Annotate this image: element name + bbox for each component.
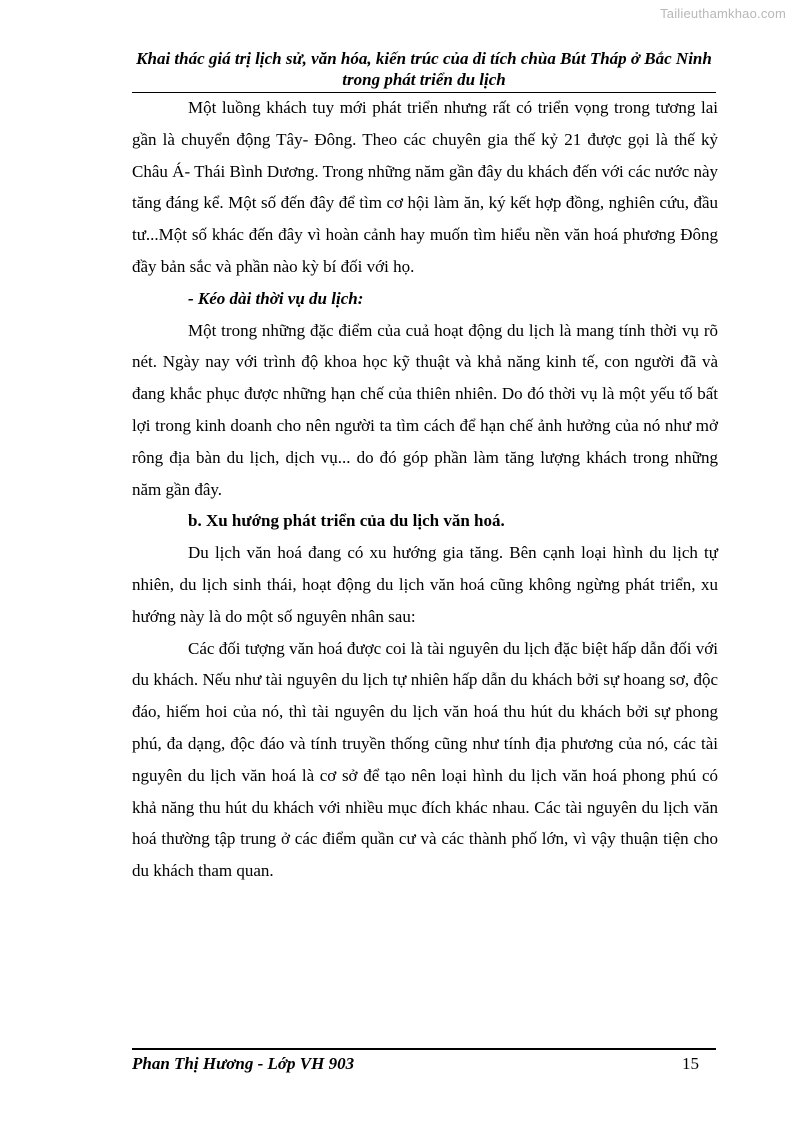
watermark: Tailieuthamkhao.com [660, 6, 786, 21]
document-body [132, 92, 718, 887]
page-header-title: Khai thác giá trị lịch sử, văn hóa, kiến trúc của di tích chùa Bút Tháp ở Bắc Ninh trong phát triển du lịch [136, 49, 712, 89]
section-heading-cultural-trend: b. Xu hướng phát triển của du lịch văn hoá. [188, 511, 505, 531]
paragraph-tourist-flow: Một luồng khách tuy mới phát triển nhưng rất có triển vọng trong tương lai gần là chuyển động Tây- Đông. Theo các chuyên gia thế kỷ 21 được gọi là thế kỷ Châu Á- Thái Bình Dương. Trong những năm gần đây du khách đến với các nước này tăng đáng kể. Một số đến đây để tìm cơ hội làm ăn, ký kết hợp đồng, nghiên cứu, đầu tư...Một số khác đến đây vì hoàn cảnh hay muốn tìm hiểu nền văn hoá phương Đông đầy bản sắc và phần nào kỳ bí đối với họ. [132, 98, 718, 276]
footer-divider [132, 1048, 716, 1050]
paragraph-seasonality: Một trong những đặc điểm của cuả hoạt động du lịch là mang tính thời vụ rõ nét. Ngày nay với trình độ khoa học kỹ thuật và khả năng kinh tế, con người đã và đang khắc phục được những hạn chế của thiên nhiên. Do đó thời vụ là một yếu tố bất lợi trong kinh doanh cho nên người ta tìm cách để hạn chế ảnh hưởng của nó như mở rông địa bàn du lịch, dịch vụ... do đó góp phần làm tăng lượng khách trong những năm gần đây. [132, 320, 718, 499]
subheading-season: - Kéo dài thời vụ du lịch: [188, 288, 364, 308]
paragraph-cultural-growth: Du lịch văn hoá đang có xu hướng gia tăng. Bên cạnh loại hình du lịch tự nhiên, du lịch sinh thái, hoạt động du lịch văn hoá cũng không ngừng phát triển, xu hướng này là do một số nguyên nhân sau: [132, 543, 718, 626]
footer-author: Phan Thị Hương - Lớp VH 903 [132, 1054, 355, 1073]
paragraph-cultural-resources: Các đối tượng văn hoá được coi là tài nguyên du lịch đặc biệt hấp dẫn đối với du khách. Nếu như tài nguyên du lịch tự nhiên hấp dẫn du khách bởi sự hoang sơ, độc đáo, hiếm hoi của nó, thì tài nguyên du lịch văn hoá thu hút du khách bởi sự phong phú, đa dạng, độc đáo và tính truyền thống cũng như tính địa phương của nó, các tài nguyên du lịch văn hoá là cơ sở để tạo nên loại hình du lịch văn hoá phong phú có khả năng thu hút du khách với nhiều mục đích khác nhau. Các tài nguyên du lịch văn hoá thường tập trung ở các điểm quần cư và các thành phố lớn, vì vậy thuận tiện cho du khách tham quan. [132, 638, 718, 881]
page-number: 15 [682, 1054, 699, 1073]
